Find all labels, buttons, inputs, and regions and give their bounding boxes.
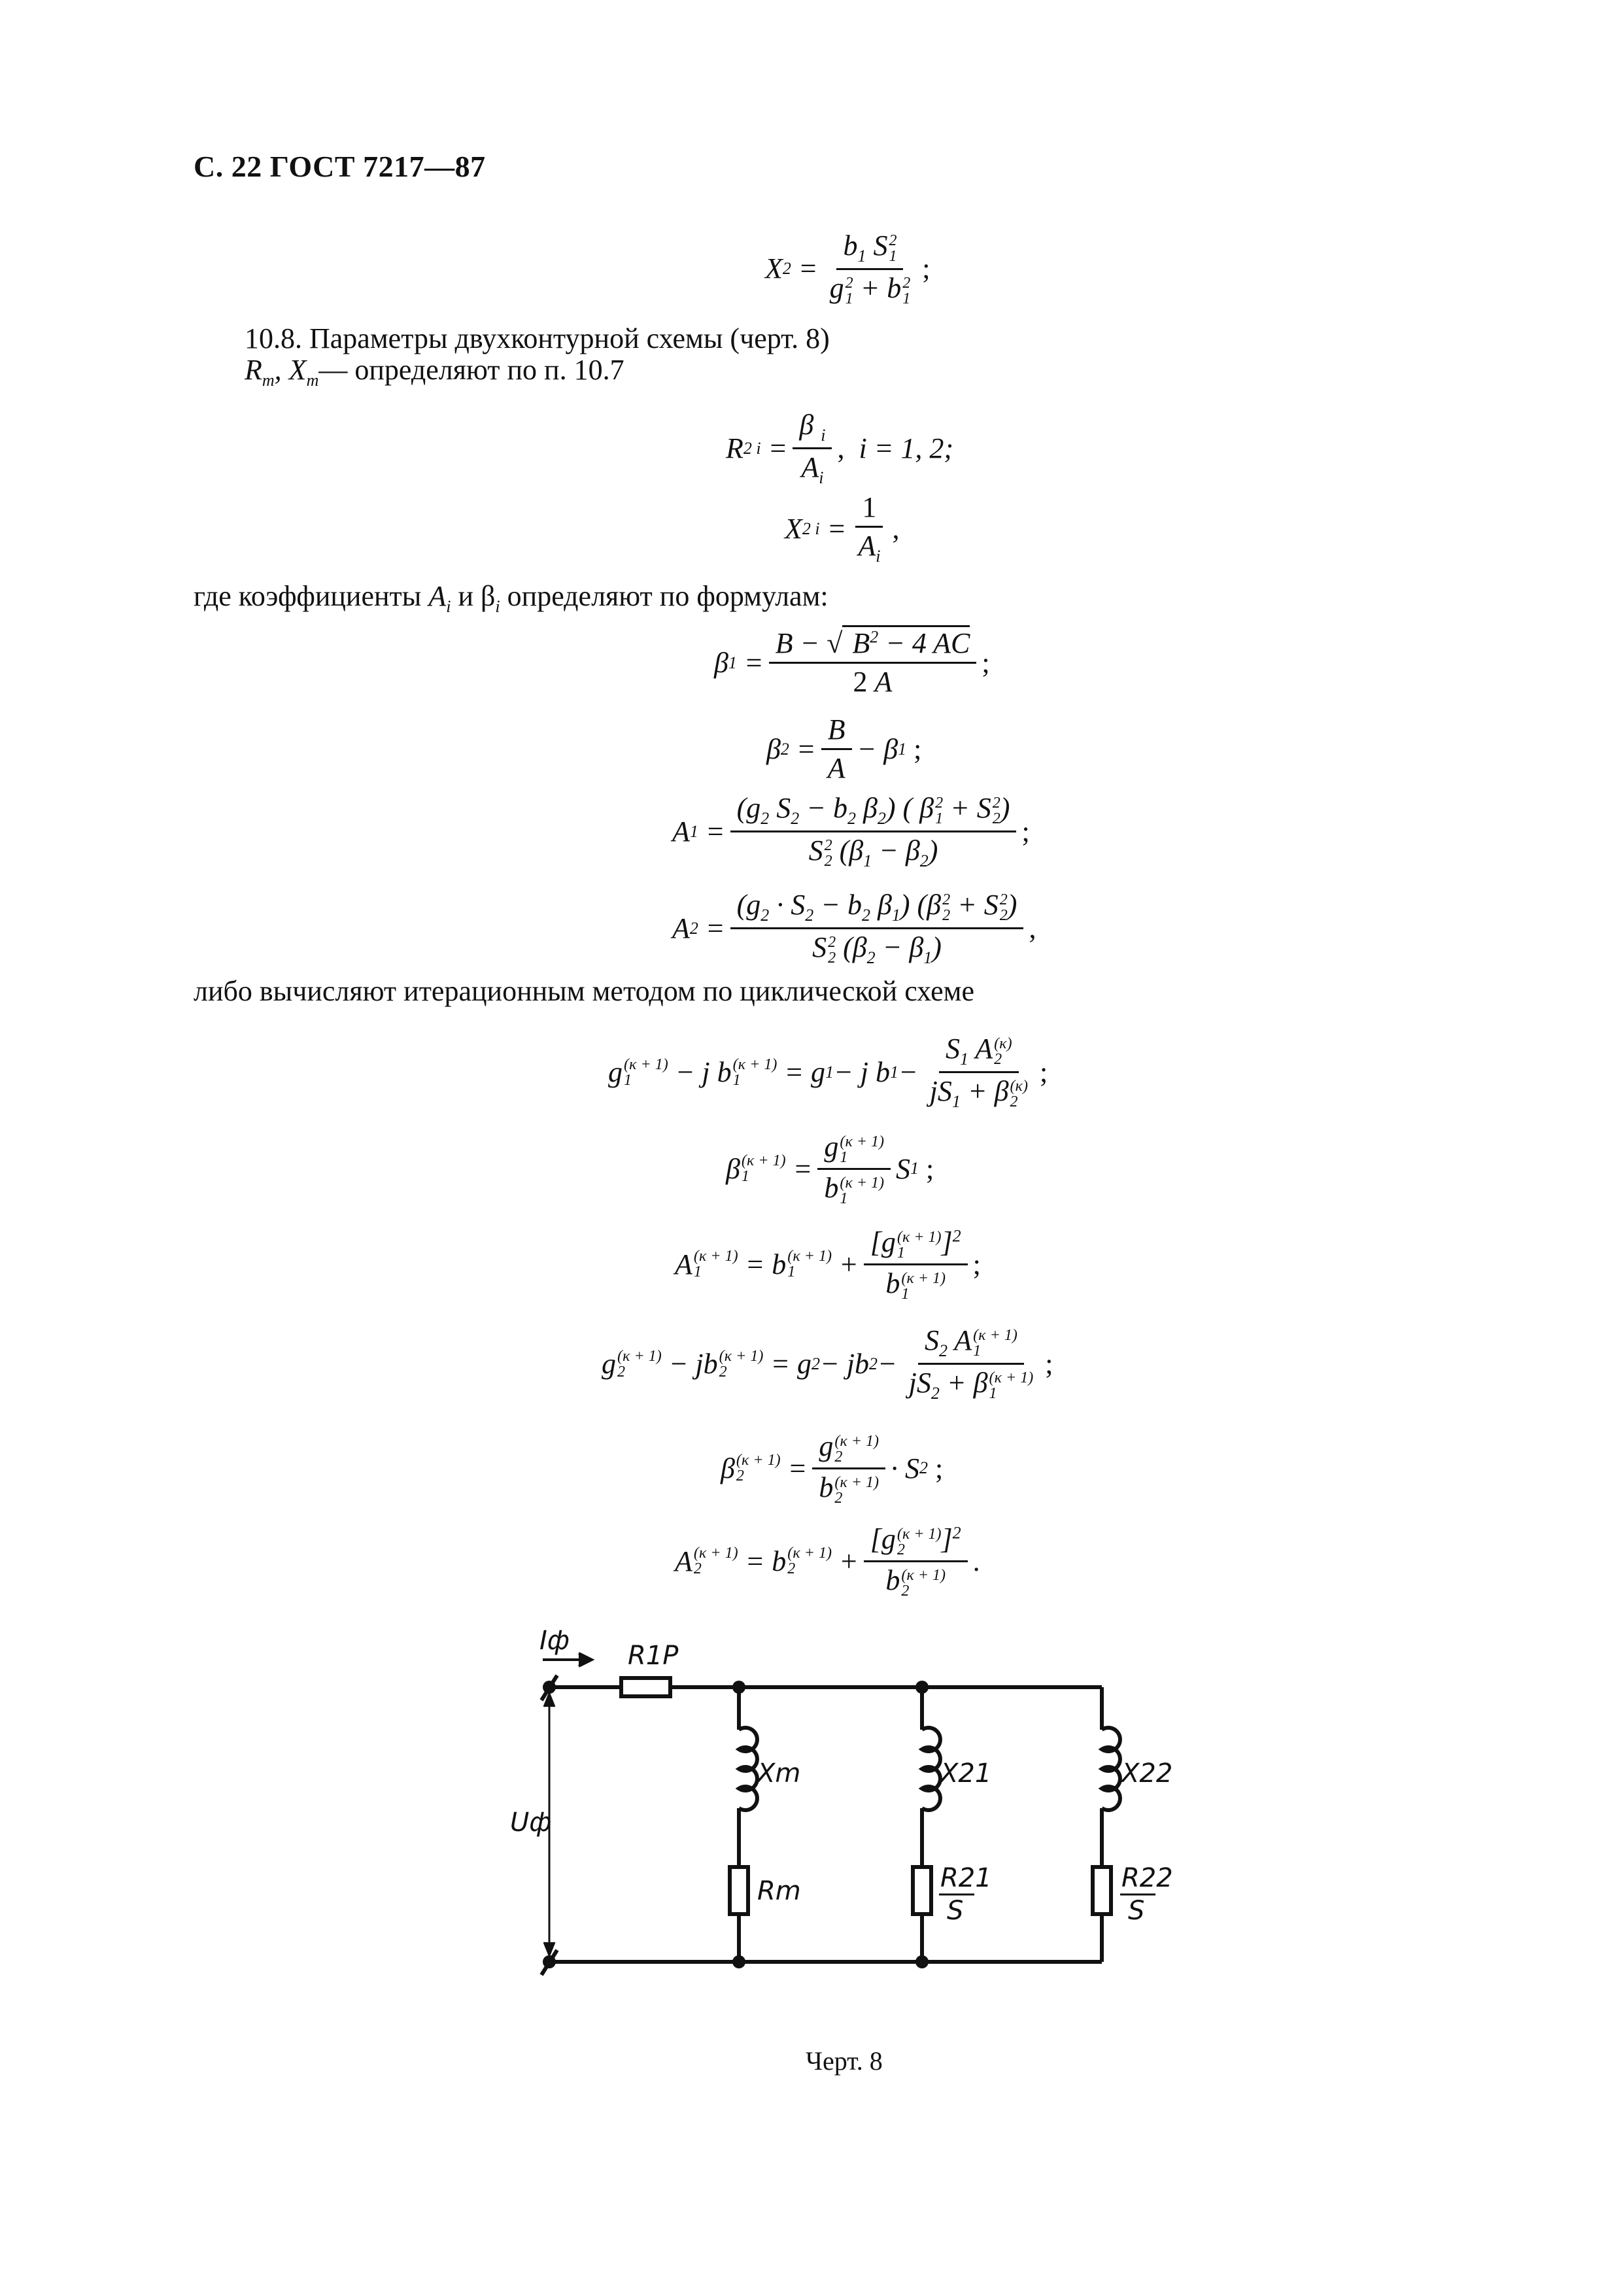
xm-inductor	[739, 1728, 757, 1810]
formula-a2-iter: A (κ + 1) 2 = b (κ + 1) 2 + [g (κ + 1) 2 ]$^2$ b (κ + 1) 2 .	[675, 1523, 980, 1600]
terminal-top	[543, 1681, 556, 1694]
terminal-bottom	[543, 1955, 556, 1968]
range-text: i = 1, 2;	[859, 432, 954, 465]
formula-a1-iter: A (κ + 1) 1 = b (κ + 1) 1 + [g (κ + 1) 1 ]$^2$ b (κ + 1) 1 ;	[675, 1226, 981, 1303]
r21-resistor	[913, 1867, 931, 1914]
formula-beta2: β 2 = $\frac{B}{A}$ − β 1 ;	[766, 713, 922, 785]
label-r22-s: S	[1128, 1896, 1145, 1926]
x21-inductor	[922, 1728, 940, 1810]
r22-resistor	[1093, 1867, 1111, 1914]
iter-line: либо вычисляют итерационным методом по циклической схеме	[194, 975, 974, 1007]
label-r22: R22	[1121, 1863, 1173, 1893]
node-bottom-2	[915, 1955, 929, 1968]
figure-caption: Черт. 8	[806, 2046, 883, 2076]
label-x21: X21	[940, 1758, 992, 1789]
circuit-diagram	[510, 1609, 1190, 1995]
node-top-1	[732, 1681, 745, 1694]
label-r21: R21	[940, 1863, 992, 1893]
formula-x2: X 2 = $b_1$ S 2 1 g 2 1 + b 2 1 ;	[765, 230, 931, 308]
label-i: Iф	[539, 1626, 570, 1656]
label-r1p: R1P	[628, 1641, 679, 1671]
label-u: Uф	[510, 1808, 552, 1838]
label-xm: Xm	[757, 1758, 801, 1789]
section-line2: $R_m$, $X_m—$ определяют по п. 10.7	[245, 354, 624, 390]
node-top-2	[915, 1681, 929, 1694]
label-x22: X22	[1121, 1758, 1173, 1789]
where-line: где коэффициенты $A_i$ и $\beta_i$ определяют по формулам:	[194, 580, 829, 616]
formula-g2-iter: g (κ + 1) 2 − jb (κ + 1) 2 = g 2 − jb 2 − $S_2$ A (κ + 1) 1 $jS_2 + \beta$ (κ + 1) 1 ;	[602, 1324, 1053, 1403]
r1p-resistor	[621, 1678, 670, 1696]
formula-beta1: β 1 = $\frac{B - √ B^2 - 4 AC}{2 A}$ ;	[714, 628, 990, 698]
formula-g1-iter: g (κ + 1) 1 − j b (κ + 1) 1 = g 1 − j b 1 − $S_1$ A (κ) 2 $jS_1 + \beta$ (κ) 2 ;	[608, 1033, 1048, 1112]
formula-a1: A 1 = ($g_2$ $S_2 - b_2$ $\beta_2$) ( β 2 1 + S 2 2 ) S 2 2 $(\beta_1 - \beta_2)$ ;	[672, 792, 1030, 871]
current-arrowhead	[579, 1653, 592, 1666]
formula-beta2-iter: β (κ + 1) 2 = g (κ + 1) 2 b (κ + 1) 2 · S 2 ;	[721, 1430, 944, 1507]
formula-x2i: X 2 i = $\frac{1}{A_i}$ ,	[785, 491, 900, 566]
x22-inductor	[1102, 1728, 1120, 1810]
node-bottom-1	[732, 1955, 745, 1968]
formula-beta1-iter: β (κ + 1) 1 = g (κ + 1) 1 b (κ + 1) 1 S 1 ;	[726, 1131, 934, 1207]
rm-resistor	[730, 1867, 748, 1914]
formula-a2: A 2 = ($g_2 \cdot S_2 - b_2$ $\beta_1$) (β 2 2 + S 2 2 ) S 2 2 $(\beta_2 - \beta_1)$ ,	[672, 889, 1036, 968]
section-line2-text: — определяют по п. 10.7	[318, 354, 624, 386]
label-r21-s: S	[947, 1896, 964, 1926]
section-title: 10.8. Параметры двухконтурной схемы (черт. 8)	[245, 322, 830, 354]
label-rm: Rm	[757, 1876, 801, 1906]
page-header: С. 22 ГОСТ 7217—87	[194, 150, 486, 183]
formula-r2i: R 2 i = $\frac{\beta _i}{A_i}$ , i = 1, 2;	[726, 409, 954, 488]
